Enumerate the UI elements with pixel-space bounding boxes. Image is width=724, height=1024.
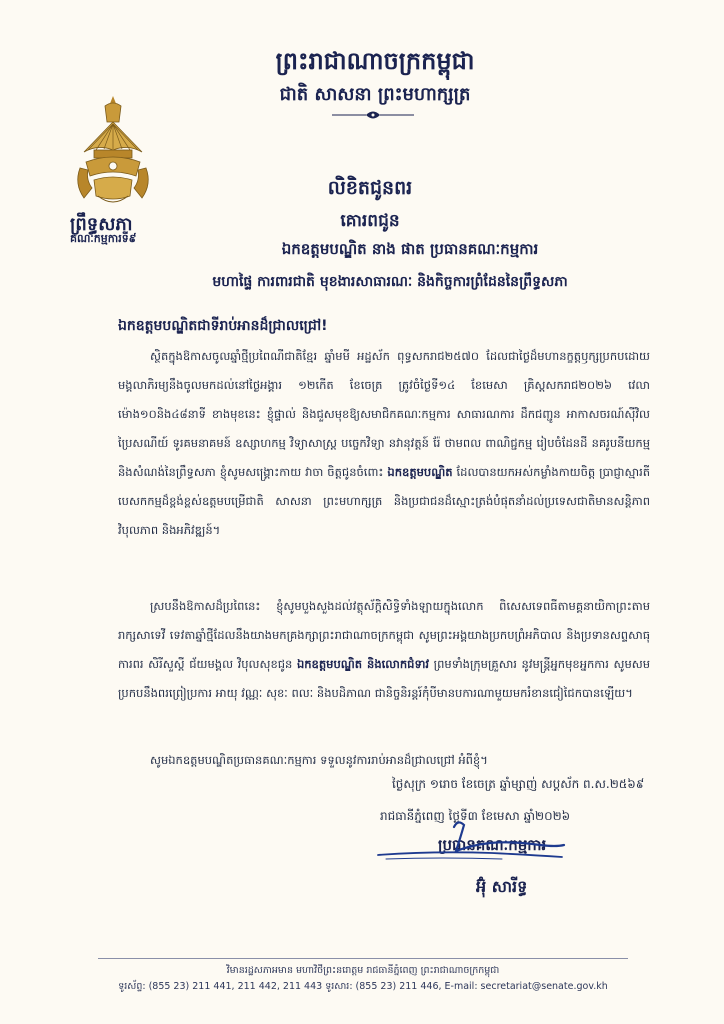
footer-address: វិមានរដ្ឋសភាអមាន មហាវិថីព្រះនរោត្តម រាជធានីភ្នំពេញ ព្រះរាជាណាចក្រកម្ពុជា bbox=[226, 965, 500, 976]
paragraph-1-bold: ឯកឧត្តមបណ្ឌិត bbox=[387, 465, 453, 479]
paragraph-1-tail: ដែលបានយកអស់កម្លាំងកាយចិត្ត ប្រាជ្ញាស្មារតីបេសកកម្មដ៏ខ្ពង់ខ្ពស់ឧត្តមបម្រើជាតិ សាសនា ព្រះមហាក្សត្រ និងប្រជាជនដ៏ស្មោះត្រង់បំផុតនាំដល់ប្រទេសជាតិមានសន្តិភាព វិបុលភាព និងអភិវឌ្ឍន៍។ bbox=[118, 465, 650, 537]
ornament-divider bbox=[328, 108, 418, 122]
institution-name: ព្រឹទ្ធសភា bbox=[70, 214, 133, 235]
handwritten-signature bbox=[372, 815, 568, 873]
footer-contact: ទូរស័ព្ទ: (855 23) 211 441, 211 442, 211 443 ទូរសារ: (855 23) 211 446, E-mail: secretariat@senate.gov.kh bbox=[118, 981, 608, 992]
letter-title: លិខិតជូនពរ bbox=[327, 177, 413, 199]
salutation: ឯកឧត្តមបណ្ឌិតជាទីរាប់អានដ៏ជ្រាលជ្រៅ! bbox=[118, 318, 328, 334]
footer-divider bbox=[98, 958, 628, 959]
paragraph-2-text-b: ព្រមទាំងក្រុមគ្រួសារ នូវមន្ត្រីអ្នកមុខអ្នកការ សូមសមប្រកបនឹងពរព្រៀប្រការ អាយុ វណ្ណៈ សុខៈ ពលៈ និងបដិភាណ ជានិច្ចនិរន្តរ៍កុំបីមានបការណាមួយមករំខានជៀជៃកបានឡើយ។ bbox=[118, 657, 650, 700]
national-motto: ជាតិ សាសនា ព្រះមហាក្សត្រ bbox=[279, 84, 471, 105]
paragraph-blessing bbox=[118, 592, 650, 744]
signer-title: ប្រធានគណៈកម្មការ bbox=[438, 836, 547, 854]
respectfully-to: គោរពជូន bbox=[340, 211, 400, 231]
paragraph-closing: សូមឯកឧត្តមបណ្ឌិតប្រធានគណៈកម្មការ ទទួលនូវការរាប់អានដ៏ជ្រាលជ្រៅ អំពីខ្ញុំ។ bbox=[150, 753, 488, 767]
kingdom-heading: ព្រះរាជាណាចក្រកម្ពុជា bbox=[275, 46, 475, 75]
paragraph-greeting bbox=[118, 342, 650, 598]
lunar-date: ថ្ងៃសុក្រ ១រោច ខែចេត្រ ឆ្នាំម្សាញ់ សប្តស័ក ព.ស.២៥៦៩ bbox=[392, 777, 645, 791]
place-and-date: រាជធានីភ្នំពេញ ថ្ងៃទី៣ ខែមេសា ឆ្នាំ២០២៦ bbox=[380, 809, 571, 823]
signer-name: អ៊ុំ សារីទ្ធ bbox=[476, 877, 528, 896]
recipient-name: ឯកឧត្តមបណ្ឌិត នាង ផាត ប្រធានគណៈកម្មការ bbox=[281, 240, 539, 258]
recipient-committee: មហាផ្ទៃ ការពារជាតិ មុខងារសាធារណៈ និងកិច្ចការព្រំដែននៃព្រឹទ្ធសភា bbox=[212, 274, 568, 290]
senate-emblem-icon bbox=[72, 92, 154, 210]
paragraph-2-bold: ឯកឧត្តមបណ្ឌិត និងលោកជំទាវ bbox=[296, 657, 430, 671]
committee-name: គណៈកម្មការទី៩ bbox=[70, 232, 137, 245]
paragraph-2-text-a: ស្របនឹងឱកាសដ៏ប្រពៃនេះ ខ្ញុំសូមបួងសួងដល់វត្ថុស័ក្តិសិទ្ធិទាំងឡាយក្នុងលោក ពិសេសទេពធីតាមគ្គនាយិកាព្រះតាមរាក្សសាទេវី ទេវតាឆ្នាំថ្មីដែលនឹងយាងមកគ្រងក្សាព្រះរាជាណាចក្រកម្ពុជា សូមព្រះអង្គយាងប្រកបព្រំអភិបាល និងប្រទានសព្ទសាធុការពរ សិរីសួស្តី ជ័យមង្គល វិបុលសុខជូន bbox=[118, 599, 650, 671]
paragraph-1-text: ស្ថិតក្នុងឱកាសចូលឆ្នាំថ្មីប្រពៃណីជាតិខ្មែរ ឆ្នាំមមី អដ្ឋស័ក ពុទ្ធសករាជ២៥៧០ ដែលជាថ្ងៃដ៏មហានក្ខត្តឫក្សប្រកបដោយមង្គលាភិរម្យនឹងចូលមកដល់នៅថ្ងៃអង្គារ ១២កើត ខែចេត្រ ត្រូវចំថ្ងៃទី១៤ ខែមេសា គ្រិស្តសករាជ២០២៦ វេលាម៉ោង១០និង៤៨នាទី ខាងមុខនេះ ខ្ញុំផ្ទាល់ និងជួសមុខឱ្យសមាជិកគណៈកម្មការ សាធារណការ ដឹកជញ្ជូន អាកាសចរណ៍ស៊ីវិល ប្រៃសណីយ៍ ទូរគមនាគមន៍ ឧស្សាហកម្ម វិទ្យាសាស្ត្រ បច្ចេកវិទ្យា នវានុវត្តន៍ រ៉ែ ថាមពល ពាណិជ្ជកម្ម រៀបចំដែនដី នគរូបនីយកម្ម និងសំណង់នៃព្រឹទ្ធសភា ខ្ញុំសូមសង្គ្រោះកាយ វាចា ចិត្តជូនចំពោះ bbox=[118, 349, 650, 479]
